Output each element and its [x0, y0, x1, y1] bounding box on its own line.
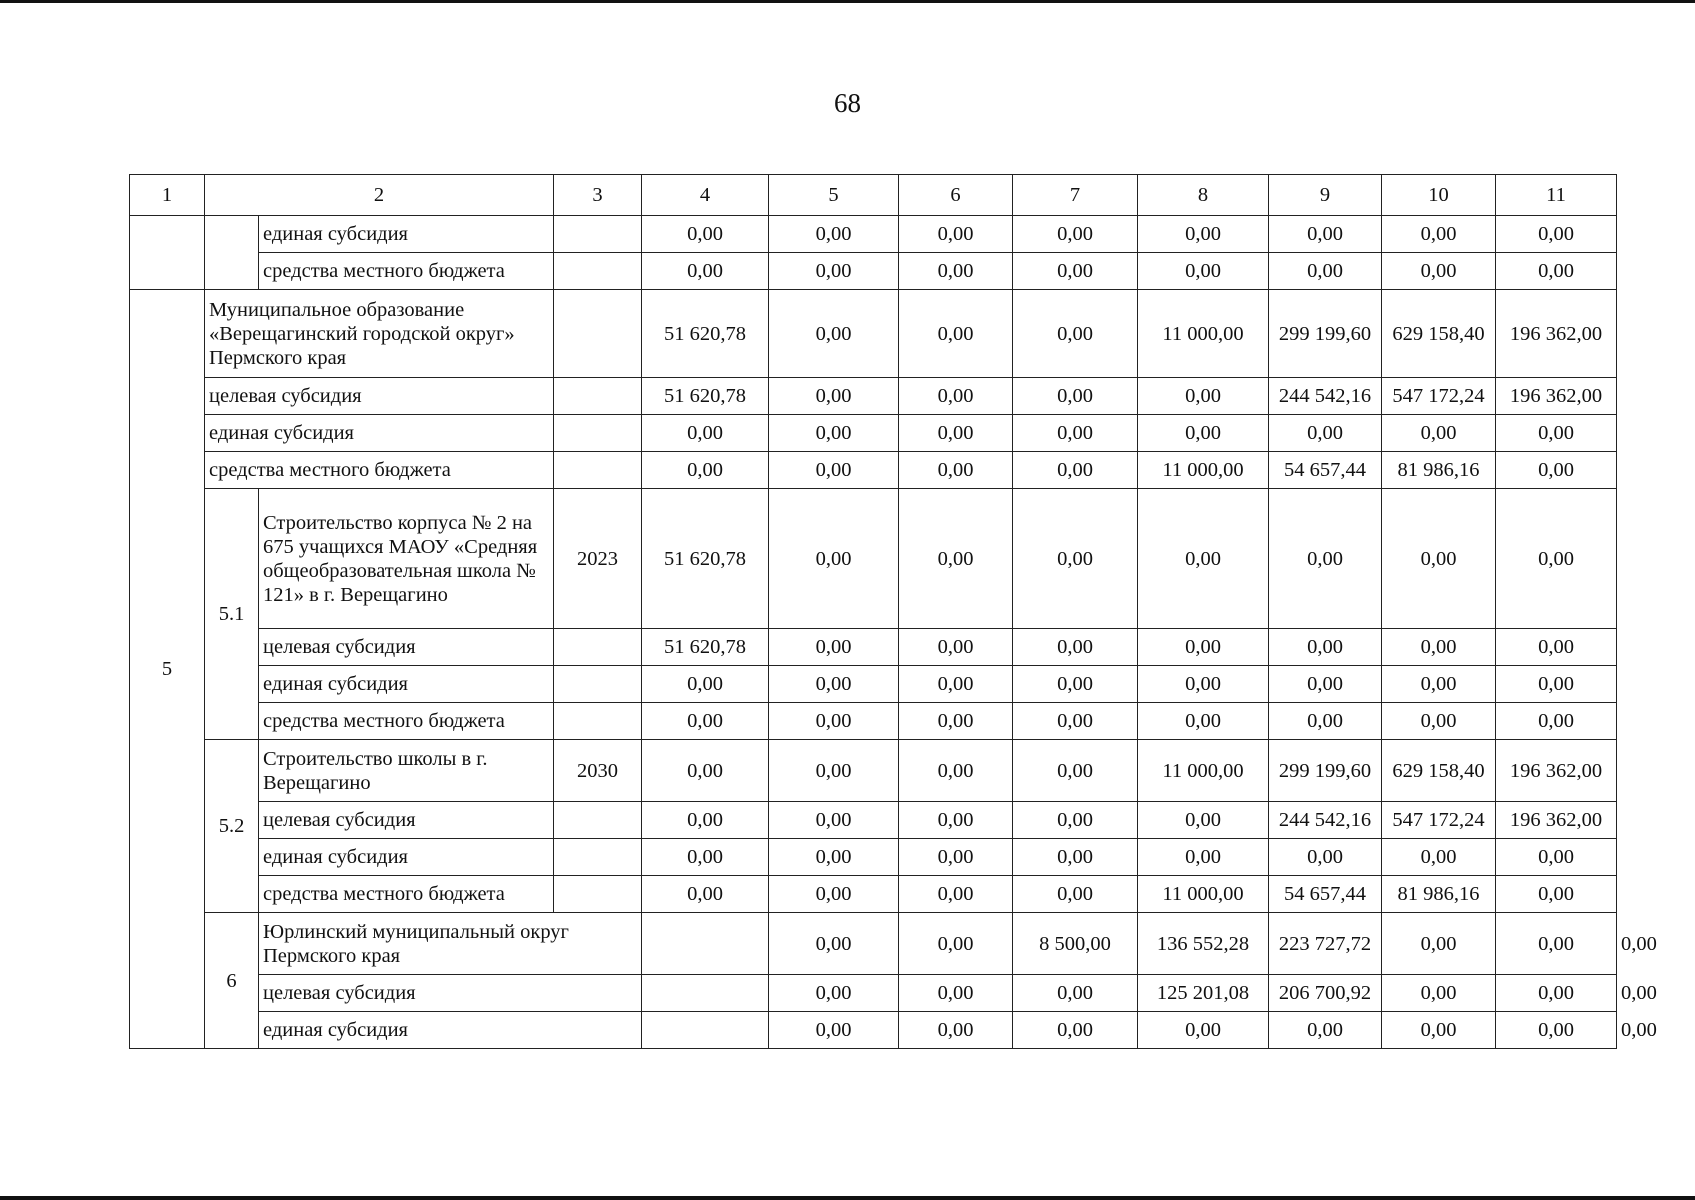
value-cell: 299 199,60 [1269, 290, 1382, 378]
value-cell: 0,00 [1496, 839, 1617, 876]
value-cell: 51 620,78 [642, 290, 769, 378]
value-cell: 0,00 [642, 452, 769, 489]
value-cell: 547 172,24 [1382, 802, 1496, 839]
row-label: Строительство корпуса № 2 на 675 учащихся МАОУ «Средняя общеобразовательная школа № 121» в г. Верещагино [259, 489, 554, 629]
value-cell: 11 000,00 [1138, 740, 1269, 802]
year-cell [642, 975, 769, 1012]
value-cell: 0,00 [1138, 703, 1269, 740]
page-top-edge [0, 0, 1695, 3]
budget-table [129, 174, 1657, 1049]
value-cell: 0,00 [1269, 415, 1382, 452]
value-cell: 0,00 [1138, 253, 1269, 290]
row-label: единая субсидия [259, 1012, 642, 1049]
value-cell: 0,00 [1013, 629, 1138, 666]
table-row [130, 876, 1617, 913]
value-cell: 0,00 [1013, 703, 1138, 740]
value-cell: 0,00 [899, 666, 1013, 703]
value-cell: 244 542,16 [1269, 378, 1382, 415]
value-cell: 0,00 [1496, 666, 1617, 703]
row-label: целевая субсидия [259, 629, 554, 666]
value-cell: 0,00 [1269, 216, 1382, 253]
row-label: средства местного бюджета [205, 452, 554, 489]
value-cell: 0,00 [1138, 415, 1269, 452]
value-cell: 0,00 [1013, 839, 1138, 876]
value-cell: 0,00 [1013, 378, 1138, 415]
value-cell: 0,00 [1013, 415, 1138, 452]
year-cell [554, 703, 642, 740]
value-cell: 629 158,40 [1382, 740, 1496, 802]
row-label: Строительство школы в г. Верещагино [259, 740, 554, 802]
value-cell: 0,00 [1269, 629, 1382, 666]
table-row: единая субсидия 0,00 0,00 0,00 0,00 0,00 0,00 0,00 0,00 [130, 1012, 1617, 1049]
value-cell: 0,00 [769, 876, 899, 913]
table-row [130, 489, 1617, 629]
value-cell: 0,00 [1138, 802, 1269, 839]
header-cell: 5 [769, 175, 899, 216]
value-cell: 0,00 [769, 802, 899, 839]
value-cell: 8 500,00 [1013, 913, 1138, 975]
table-row [130, 452, 1617, 489]
table-row: 6 Юрлинский муниципальный округ Пермского края 0,00 0,00 8 500,00 136 552,28 223 727,72 0,00 0,00 0,00 [130, 913, 1617, 975]
value-cell: 54 657,44 [1269, 452, 1382, 489]
year-cell: 2030 [554, 740, 642, 802]
value-cell: 196 362,00 [1496, 290, 1617, 378]
value-cell: 0,00 [1496, 1012, 1617, 1049]
value-cell: 0,00 [1382, 666, 1496, 703]
value-cell: 0,00 [1138, 378, 1269, 415]
year-cell [554, 415, 642, 452]
value-cell: 0,00 [1496, 452, 1617, 489]
value-cell: 0,00 [642, 253, 769, 290]
year-cell [554, 629, 642, 666]
value-cell: 196 362,00 [1496, 802, 1617, 839]
value-cell: 0,00 [769, 253, 899, 290]
table-row [130, 253, 1617, 290]
page-number: 68 [834, 88, 861, 118]
value-cell: 0,00 [1382, 839, 1496, 876]
subrow-number: 5.1 [205, 489, 259, 740]
row-label: Юрлинский муниципальный округ Пермского края [259, 913, 642, 975]
value-cell: 0,00 [769, 666, 899, 703]
year-cell [642, 1012, 769, 1049]
value-cell: 0,00 [1013, 740, 1138, 802]
value-cell: 0,00 [1138, 1012, 1269, 1049]
table-row [130, 290, 1617, 378]
value-cell: 0,00 [1013, 452, 1138, 489]
table-row [130, 415, 1617, 452]
year-cell [554, 839, 642, 876]
value-cell: 136 552,28 [1138, 913, 1269, 975]
value-cell: 0,00 [769, 415, 899, 452]
value-cell: 54 657,44 [1269, 876, 1382, 913]
table-row [130, 703, 1617, 740]
year-cell [554, 876, 642, 913]
value-cell: 0,00 [1496, 489, 1617, 629]
row-label: средства местного бюджета [259, 703, 554, 740]
value-cell: 0,00 [1496, 975, 1617, 1012]
value-cell: 0,00 [642, 666, 769, 703]
value-cell: 0,00 [1496, 253, 1617, 290]
value-cell: 0,00 [1269, 489, 1382, 629]
value-cell: 0,00 [1382, 913, 1496, 975]
value-cell: 0,00 [899, 489, 1013, 629]
header-cell: 8 [1138, 175, 1269, 216]
value-cell: 0,00 [1496, 913, 1617, 975]
header-row [130, 175, 1617, 216]
value-cell: 0,00 [1138, 216, 1269, 253]
value-cell: 196 362,00 [1496, 740, 1617, 802]
value-cell: 0,00 [642, 876, 769, 913]
value-cell: 0,00 [1496, 415, 1617, 452]
value-cell: 0,00 [1382, 629, 1496, 666]
value-cell: 244 542,16 [1269, 802, 1382, 839]
value-cell: 0,00 [1382, 703, 1496, 740]
value-cell: 0,00 [1013, 216, 1138, 253]
value-cell: 0,00 [769, 378, 899, 415]
value-cell: 0,00 [899, 802, 1013, 839]
value-cell: 0,00 [1269, 839, 1382, 876]
value-cell: 0,00 [642, 802, 769, 839]
value-cell: 0,00 [769, 489, 899, 629]
page-bottom-edge [0, 1196, 1695, 1200]
header-cell: 10 [1382, 175, 1496, 216]
value-cell: 0,00 [642, 415, 769, 452]
value-cell: 0,00 [899, 452, 1013, 489]
value-cell: 0,00 [1013, 802, 1138, 839]
row-label: Муниципальное образование «Верещагинский городской округ» Пермского края [205, 290, 554, 378]
row-label: целевая субсидия [259, 802, 554, 839]
value-cell: 0,00 [1013, 876, 1138, 913]
header-cell: 11 [1496, 175, 1617, 216]
value-cell: 0,00 [1138, 629, 1269, 666]
value-cell: 196 362,00 [1496, 378, 1617, 415]
value-cell: 0,00 [899, 290, 1013, 378]
table-row [130, 216, 1617, 253]
value-cell: 51 620,78 [642, 629, 769, 666]
year-cell [554, 452, 642, 489]
value-cell: 0,00 [769, 290, 899, 378]
value-cell: 0,00 [769, 913, 899, 975]
value-cell: 0,00 [1013, 290, 1138, 378]
value-cell: 0,00 [899, 975, 1013, 1012]
row-label: единая субсидия [205, 415, 554, 452]
value-cell: 0,00 [769, 740, 899, 802]
year-cell [554, 290, 642, 378]
value-cell: 0,00 [899, 629, 1013, 666]
header-cell: 7 [1013, 175, 1138, 216]
table-row [130, 666, 1617, 703]
value-cell: 629 158,40 [1382, 290, 1496, 378]
value-cell: 0,00 [899, 415, 1013, 452]
table-row [130, 378, 1617, 415]
value-cell: 0,00 [899, 253, 1013, 290]
value-cell: 0,00 [1138, 666, 1269, 703]
value-cell: 0,00 [769, 975, 899, 1012]
value-cell: 11 000,00 [1138, 452, 1269, 489]
year-cell [642, 913, 769, 975]
empty-cell [130, 216, 205, 290]
value-cell: 0,00 [1269, 703, 1382, 740]
empty-cell [205, 216, 259, 290]
value-cell: 51 620,78 [642, 378, 769, 415]
year-cell [554, 378, 642, 415]
value-cell: 0,00 [899, 913, 1013, 975]
header-cell: 6 [899, 175, 1013, 216]
row-label: единая субсидия [259, 216, 554, 253]
header-cell: 4 [642, 175, 769, 216]
value-cell: 11 000,00 [1138, 876, 1269, 913]
row-number: 6 [205, 913, 259, 1049]
row-label: средства местного бюджета [259, 876, 554, 913]
value-cell: 0,00 [769, 216, 899, 253]
header-cell: 1 [130, 175, 205, 216]
value-cell: 0,00 [899, 839, 1013, 876]
year-cell [554, 216, 642, 253]
row-label: единая субсидия [259, 839, 554, 876]
value-cell: 0,00 [1138, 489, 1269, 629]
value-cell: 0,00 [769, 629, 899, 666]
value-cell: 0,00 [1496, 703, 1617, 740]
row-label: единая субсидия [259, 666, 554, 703]
row-number: 5 [130, 290, 205, 1049]
subrow-number: 5.2 [205, 740, 259, 913]
value-cell: 0,00 [899, 703, 1013, 740]
header-cell: 3 [554, 175, 642, 216]
value-cell: 0,00 [1496, 629, 1617, 666]
value-cell: 0,00 [1496, 216, 1617, 253]
value-cell: 81 986,16 [1382, 452, 1496, 489]
value-cell: 0,00 [1382, 216, 1496, 253]
value-cell: 0,00 [1269, 253, 1382, 290]
value-cell: 0,00 [1382, 489, 1496, 629]
value-cell: 0,00 [899, 216, 1013, 253]
value-cell: 0,00 [899, 740, 1013, 802]
year-cell: 2023 [554, 489, 642, 629]
value-cell: 0,00 [1138, 839, 1269, 876]
value-cell: 0,00 [769, 452, 899, 489]
value-cell: 223 727,72 [1269, 913, 1382, 975]
table-row [130, 629, 1617, 666]
year-cell [554, 802, 642, 839]
value-cell: 0,00 [1382, 975, 1496, 1012]
year-cell [554, 253, 642, 290]
table-row [130, 740, 1617, 802]
value-cell: 0,00 [769, 1012, 899, 1049]
value-cell: 0,00 [642, 839, 769, 876]
value-cell: 0,00 [1382, 415, 1496, 452]
row-label: целевая субсидия [259, 975, 642, 1012]
value-cell: 0,00 [1013, 1012, 1138, 1049]
value-cell: 81 986,16 [1382, 876, 1496, 913]
value-cell: 0,00 [1013, 489, 1138, 629]
row-label: целевая субсидия [205, 378, 554, 415]
value-cell: 0,00 [1013, 666, 1138, 703]
value-cell: 0,00 [899, 1012, 1013, 1049]
header-cell: 9 [1269, 175, 1382, 216]
table-row [130, 802, 1617, 839]
value-cell: 299 199,60 [1269, 740, 1382, 802]
row-label: средства местного бюджета [259, 253, 554, 290]
value-cell: 0,00 [642, 740, 769, 802]
table-row [130, 839, 1617, 876]
value-cell: 0,00 [769, 839, 899, 876]
value-cell: 125 201,08 [1138, 975, 1269, 1012]
value-cell: 547 172,24 [1382, 378, 1496, 415]
value-cell: 206 700,92 [1269, 975, 1382, 1012]
value-cell: 0,00 [1269, 666, 1382, 703]
value-cell: 0,00 [642, 703, 769, 740]
value-cell: 0,00 [1382, 1012, 1496, 1049]
value-cell: 0,00 [1269, 1012, 1382, 1049]
value-cell: 0,00 [769, 703, 899, 740]
value-cell: 0,00 [1496, 876, 1617, 913]
year-cell [554, 666, 642, 703]
table-row: целевая субсидия 0,00 0,00 0,00 125 201,08 206 700,92 0,00 0,00 0,00 [130, 975, 1617, 1012]
header-cell: 2 [205, 175, 554, 216]
value-cell: 0,00 [1013, 253, 1138, 290]
value-cell: 0,00 [1013, 975, 1138, 1012]
value-cell: 0,00 [1382, 253, 1496, 290]
value-cell: 0,00 [899, 876, 1013, 913]
value-cell: 51 620,78 [642, 489, 769, 629]
value-cell: 0,00 [642, 216, 769, 253]
value-cell: 11 000,00 [1138, 290, 1269, 378]
value-cell: 0,00 [899, 378, 1013, 415]
